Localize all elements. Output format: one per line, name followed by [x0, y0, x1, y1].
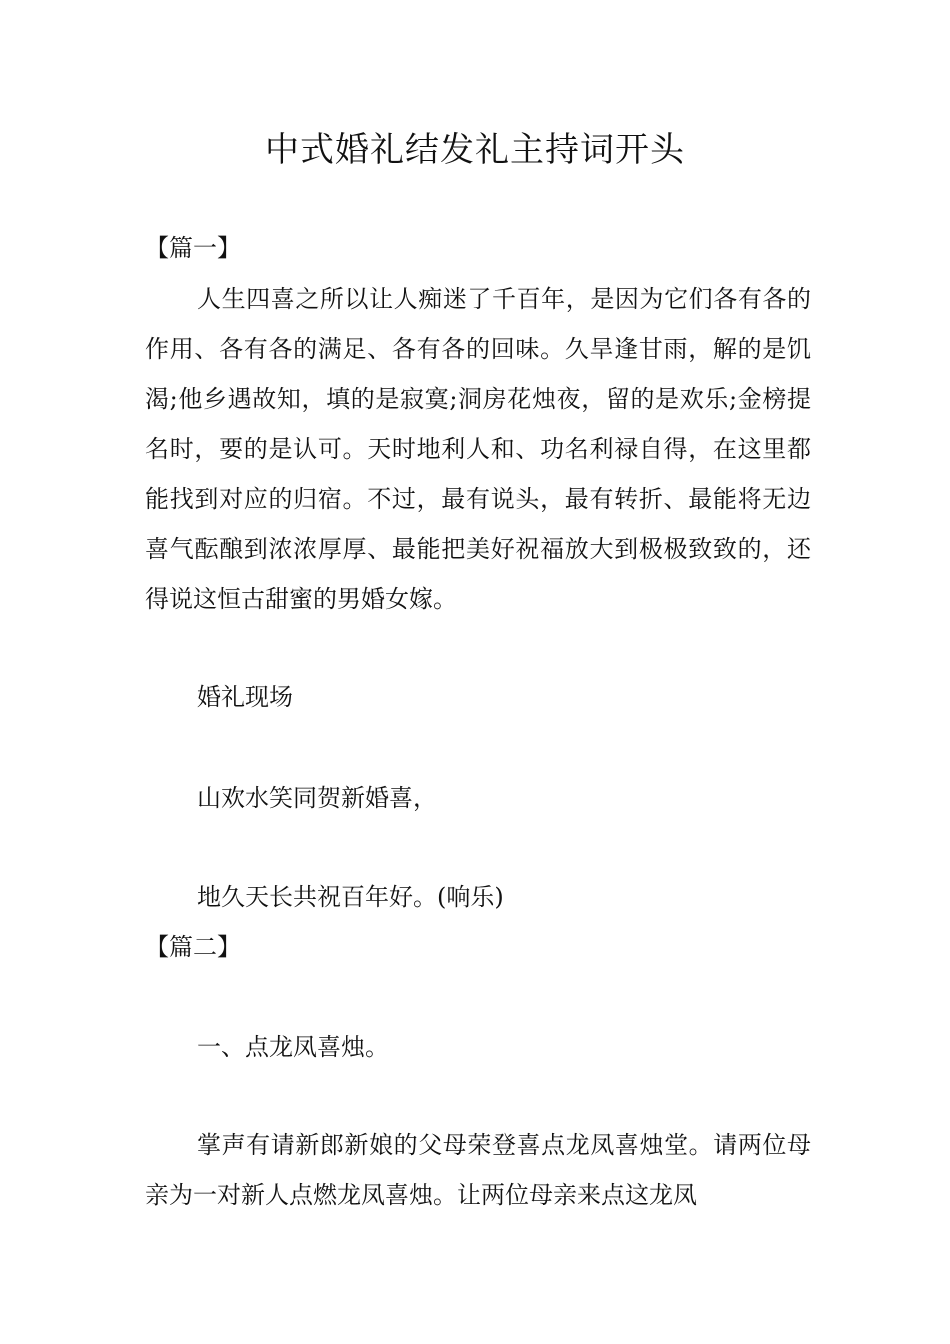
couplet-line-2: 地久天长共祝百年好。(响乐) — [197, 883, 504, 911]
couplet-line-1: 山欢水笑同贺新婚喜， — [197, 784, 437, 812]
document-title: 中式婚礼结发礼主持词开头 — [265, 130, 685, 170]
list-item-1: 一、点龙凤喜烛。 — [197, 1033, 389, 1061]
body-paragraph-part2: 掌声有请新郎新娘的父母荣登喜点龙凤喜烛堂。请两位母亲为一对新人点燃龙凤喜烛。让两位母亲来点这龙凤 — [145, 1131, 811, 1209]
section-heading-part2: 【篇二】 — [145, 933, 241, 961]
scene-label: 婚礼现场 — [197, 683, 293, 711]
body-paragraph-part1: 人生四喜之所以让人痴迷了千百年，是因为它们各有各的作用、各有各的满足、各有各的回味。久旱逢甘雨，解的是饥渴;他乡遇故知，填的是寂寞;洞房花烛夜，留的是欢乐;金榜提名时，要的是认可。天时地利人和、功名利禄自得，在这里都能找到对应的归宿。不过，最有说头，最有转折、最能将无边喜气酝酿到浓浓厚厚、最能把美好祝福放大到极极致致的，还得说这恒古甜蜜的男婚女嫁。 — [145, 285, 811, 613]
section-heading-part1: 【篇一】 — [145, 234, 241, 262]
